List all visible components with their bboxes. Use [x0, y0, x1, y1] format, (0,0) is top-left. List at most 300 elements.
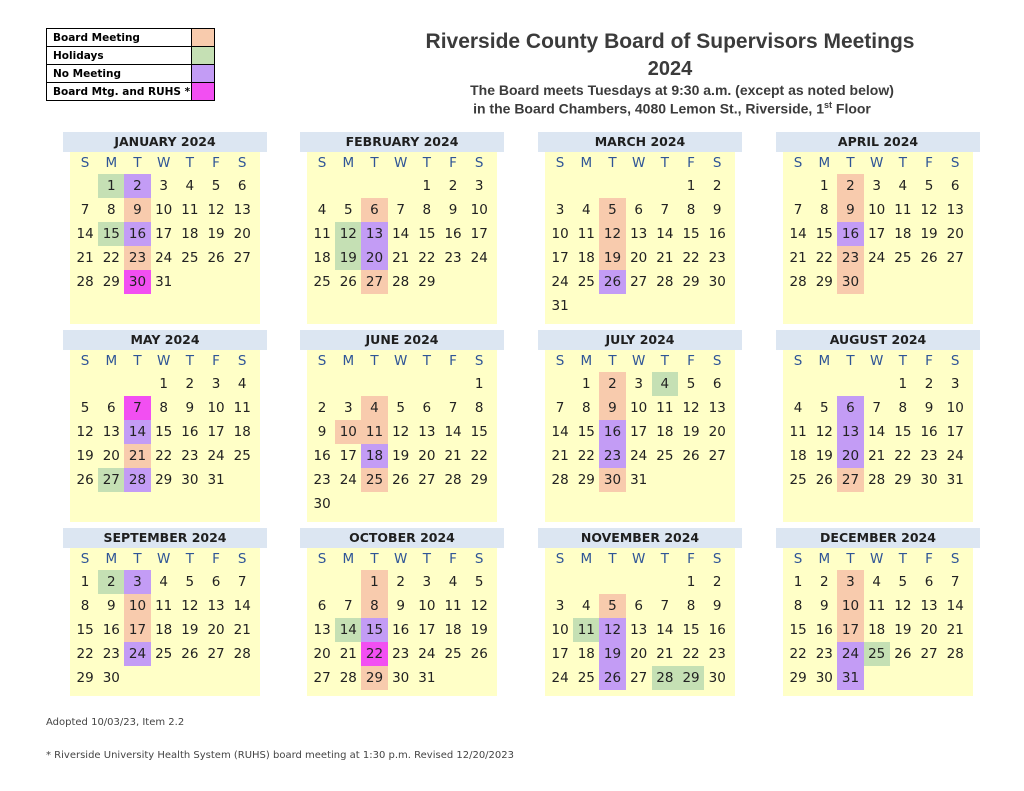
- day-cell: 8: [686, 202, 696, 218]
- day-cell: 20: [361, 246, 387, 270]
- day-cell: 6: [237, 178, 247, 194]
- month-title: NOVEMBER 2024: [538, 528, 742, 548]
- day-cell: 15: [789, 622, 807, 638]
- day-cell: 7: [872, 400, 881, 416]
- month-title: DECEMBER 2024: [776, 528, 980, 548]
- empty-cell: [837, 372, 863, 396]
- weekday-header: S: [950, 155, 960, 171]
- weekday-header: S: [317, 551, 327, 567]
- day-cell: 19: [470, 622, 488, 638]
- day-cell: 23: [815, 646, 833, 662]
- month-calendar: [63, 330, 267, 522]
- day-cell: 14: [868, 424, 886, 440]
- day-cell: 11: [894, 202, 912, 218]
- day-cell: 30: [920, 472, 938, 488]
- day-cell: 5: [343, 202, 353, 218]
- month-body: [545, 350, 735, 522]
- day-cell: 11: [313, 226, 331, 242]
- day-cell: 25: [894, 250, 912, 266]
- empty-cell: [440, 372, 466, 396]
- day-cell: 5: [819, 400, 829, 416]
- day-cell: 15: [470, 424, 488, 440]
- day-cell: 20: [207, 622, 225, 638]
- day-cell: 1: [793, 574, 803, 590]
- empty-cell: [785, 372, 811, 396]
- day-cell: 2: [98, 570, 124, 594]
- day-cell: 28: [76, 274, 94, 290]
- day-cell: 7: [124, 396, 150, 420]
- day-cell: 24: [470, 250, 488, 266]
- day-cell: 12: [815, 424, 833, 440]
- weekday-header: S: [80, 353, 90, 369]
- empty-cell: [599, 570, 625, 594]
- day-cell: 4: [581, 598, 591, 614]
- legend-row: [47, 65, 215, 83]
- day-cell: 12: [470, 598, 488, 614]
- day-cell: 1: [80, 574, 90, 590]
- month-title: JULY 2024: [538, 330, 742, 350]
- day-cell: 14: [789, 226, 807, 242]
- day-cell: 27: [946, 250, 964, 266]
- day-cell: 7: [343, 598, 353, 614]
- day-cell: 28: [392, 274, 410, 290]
- weekday-header: F: [212, 551, 220, 567]
- empty-cell: [335, 174, 361, 198]
- day-cell: 22: [102, 250, 120, 266]
- day-cell: 24: [155, 250, 173, 266]
- day-cell: 24: [868, 250, 886, 266]
- day-cell: 8: [793, 598, 803, 614]
- day-cell: 17: [630, 424, 648, 440]
- day-cell: 7: [448, 400, 458, 416]
- day-cell: 14: [335, 618, 361, 642]
- day-cell: 13: [837, 420, 863, 444]
- weekday-header: S: [237, 551, 247, 567]
- day-cell: 10: [155, 202, 173, 218]
- day-cell: 4: [652, 372, 678, 396]
- day-cell: 26: [339, 274, 357, 290]
- day-cell: 15: [418, 226, 436, 242]
- day-cell: 5: [898, 574, 908, 590]
- day-cell: 28: [789, 274, 807, 290]
- day-cell: 19: [207, 226, 225, 242]
- day-cell: 12: [207, 202, 225, 218]
- day-cell: 27: [418, 472, 436, 488]
- day-cell: 12: [76, 424, 94, 440]
- day-cell: 28: [444, 472, 462, 488]
- month-body: [307, 350, 497, 522]
- day-cell: 10: [551, 622, 569, 638]
- day-cell: 17: [946, 424, 964, 440]
- day-cell: 15: [361, 618, 387, 642]
- day-cell: 29: [815, 274, 833, 290]
- day-cell: 20: [233, 226, 251, 242]
- empty-cell: [599, 174, 625, 198]
- day-cell: 6: [422, 400, 432, 416]
- day-cell: 3: [950, 376, 960, 392]
- day-cell: 18: [233, 424, 251, 440]
- day-cell: 26: [599, 270, 625, 294]
- weekday-header: T: [660, 155, 669, 171]
- day-cell: 21: [124, 444, 150, 468]
- weekday-header: S: [474, 353, 484, 369]
- day-cell: 20: [418, 448, 436, 464]
- day-cell: 8: [686, 598, 696, 614]
- day-cell: 19: [599, 642, 625, 666]
- day-cell: 27: [207, 646, 225, 662]
- day-cell: 30: [181, 472, 199, 488]
- day-cell: 30: [124, 270, 150, 294]
- day-cell: 2: [124, 174, 150, 198]
- day-cell: 5: [924, 178, 934, 194]
- day-cell: 19: [599, 246, 625, 270]
- weekday-header: F: [687, 155, 695, 171]
- weekday-header: T: [608, 353, 617, 369]
- day-cell: 20: [920, 622, 938, 638]
- day-cell: 29: [678, 666, 704, 690]
- day-cell: 10: [868, 202, 886, 218]
- weekday-header: T: [133, 353, 142, 369]
- day-cell: 6: [106, 400, 116, 416]
- day-cell: 13: [102, 424, 120, 440]
- empty-cell: [573, 174, 599, 198]
- day-cell: 9: [712, 598, 722, 614]
- day-cell: 1: [581, 376, 591, 392]
- weekday-header: S: [950, 353, 960, 369]
- day-cell: 9: [124, 198, 150, 222]
- day-cell: 12: [392, 424, 410, 440]
- month-calendar: [300, 132, 504, 324]
- day-cell: 18: [789, 448, 807, 464]
- legend-label: Board Mtg. and RUHS *: [47, 83, 192, 101]
- legend-label: Board Meeting: [47, 29, 192, 47]
- day-cell: 4: [361, 396, 387, 420]
- day-cell: 16: [313, 448, 331, 464]
- weekday-header: T: [370, 551, 379, 567]
- day-cell: 12: [181, 598, 199, 614]
- day-cell: 2: [185, 376, 195, 392]
- day-cell: 14: [233, 598, 251, 614]
- weekday-header: S: [793, 551, 803, 567]
- day-cell: 24: [124, 642, 150, 666]
- day-cell: 22: [894, 448, 912, 464]
- day-cell: 14: [76, 226, 94, 242]
- day-cell: 23: [444, 250, 462, 266]
- day-grid: [70, 350, 260, 492]
- weekday-header: M: [580, 155, 593, 171]
- day-cell: 13: [630, 226, 648, 242]
- day-cell: 9: [837, 198, 863, 222]
- day-cell: 9: [448, 202, 458, 218]
- day-cell: 13: [207, 598, 225, 614]
- day-cell: 21: [656, 250, 674, 266]
- day-cell: 17: [470, 226, 488, 242]
- page-year: 2024: [647, 58, 693, 80]
- day-cell: 7: [660, 202, 670, 218]
- day-cell: 1: [474, 376, 484, 392]
- day-cell: 15: [894, 424, 912, 440]
- day-cell: 12: [599, 222, 625, 246]
- day-cell: 12: [894, 598, 912, 614]
- day-cell: 28: [233, 646, 251, 662]
- day-cell: 6: [837, 396, 863, 420]
- day-cell: 5: [599, 198, 625, 222]
- day-cell: 7: [396, 202, 405, 218]
- empty-cell: [361, 174, 387, 198]
- day-cell: 22: [76, 646, 94, 662]
- day-cell: 28: [868, 472, 886, 488]
- day-cell: 11: [573, 618, 599, 642]
- day-cell: 13: [361, 222, 387, 246]
- weekday-header: W: [393, 155, 408, 171]
- day-cell: 9: [599, 396, 625, 420]
- day-cell: 8: [159, 400, 168, 416]
- month-title: OCTOBER 2024: [300, 528, 504, 548]
- day-cell: 30: [102, 670, 120, 686]
- day-cell: 27: [630, 274, 648, 290]
- day-cell: 26: [470, 646, 488, 662]
- day-cell: 10: [470, 202, 488, 218]
- weekday-header: S: [474, 155, 484, 171]
- day-cell: 30: [815, 670, 833, 686]
- day-cell: 2: [712, 574, 722, 590]
- empty-cell: [309, 174, 335, 198]
- weekday-header: S: [712, 155, 722, 171]
- day-cell: 11: [868, 598, 886, 614]
- day-cell: 10: [630, 400, 648, 416]
- day-cell: 3: [124, 570, 150, 594]
- day-cell: 6: [361, 198, 387, 222]
- legend-label: No Meeting: [47, 65, 192, 83]
- day-cell: 4: [581, 202, 591, 218]
- day-cell: 2: [317, 400, 327, 416]
- page-title: Riverside County Board of Supervisors Meetings: [425, 30, 915, 53]
- day-cell: 1: [159, 376, 168, 392]
- weekday-header: T: [185, 353, 194, 369]
- day-cell: 22: [682, 250, 700, 266]
- weekday-header: T: [370, 155, 379, 171]
- day-cell: 5: [185, 574, 195, 590]
- day-cell: 26: [181, 646, 199, 662]
- weekday-header: F: [212, 353, 220, 369]
- day-cell: 18: [181, 226, 199, 242]
- day-cell: 28: [551, 472, 569, 488]
- day-cell: 8: [80, 598, 90, 614]
- weekday-header: T: [898, 353, 907, 369]
- day-cell: 18: [577, 646, 595, 662]
- day-cell: 29: [102, 274, 120, 290]
- day-cell: 16: [920, 424, 938, 440]
- empty-cell: [547, 174, 573, 198]
- day-cell: 23: [708, 250, 726, 266]
- day-cell: 11: [656, 400, 674, 416]
- day-cell: 1: [898, 376, 908, 392]
- location-floor: Floor: [832, 100, 871, 117]
- day-cell: 1: [819, 178, 829, 194]
- day-cell: 17: [207, 424, 225, 440]
- day-cell: 3: [343, 400, 353, 416]
- day-cell: 30: [392, 670, 410, 686]
- day-cell: 1: [422, 178, 432, 194]
- day-cell: 6: [634, 202, 643, 218]
- weekday-header: W: [631, 353, 646, 369]
- month-calendar: [300, 330, 504, 522]
- day-cell: 25: [577, 670, 595, 686]
- day-cell: 25: [181, 250, 199, 266]
- day-cell: 23: [102, 646, 120, 662]
- day-cell: 4: [237, 376, 247, 392]
- day-cell: 28: [339, 670, 357, 686]
- weekday-header: M: [342, 155, 355, 171]
- day-cell: 20: [630, 646, 648, 662]
- day-cell: 8: [474, 400, 484, 416]
- empty-cell: [626, 174, 652, 198]
- month-body: [545, 152, 735, 324]
- day-cell: 24: [630, 448, 648, 464]
- weekday-header: W: [869, 155, 884, 171]
- weekday-header: M: [818, 551, 831, 567]
- day-cell: 19: [181, 622, 199, 638]
- day-cell: 4: [448, 574, 458, 590]
- day-cell: 6: [634, 598, 643, 614]
- day-cell: 29: [155, 472, 173, 488]
- month-title: AUGUST 2024: [776, 330, 980, 350]
- day-cell: 10: [335, 420, 361, 444]
- day-grid: [70, 152, 260, 294]
- day-cell: 7: [660, 598, 670, 614]
- day-cell: 24: [837, 642, 863, 666]
- day-cell: 21: [339, 646, 357, 662]
- day-cell: 17: [551, 646, 569, 662]
- day-cell: 14: [444, 424, 462, 440]
- location-text: in the Board Chambers, 4080 Lemon St., Riverside, 1: [473, 100, 824, 117]
- month-calendar: [776, 528, 980, 696]
- weekday-header: S: [80, 155, 90, 171]
- day-cell: 15: [155, 424, 173, 440]
- day-cell: 9: [396, 598, 405, 614]
- day-cell: 14: [946, 598, 964, 614]
- adopted-note: Adopted 10/03/23, Item 2.2: [46, 717, 185, 728]
- weekday-header: F: [687, 551, 695, 567]
- weekday-header: T: [422, 155, 431, 171]
- day-cell: 30: [708, 670, 726, 686]
- empty-cell: [414, 372, 440, 396]
- day-cell: 12: [599, 618, 625, 642]
- day-cell: 15: [682, 226, 700, 242]
- day-cell: 23: [392, 646, 410, 662]
- day-cell: 19: [815, 448, 833, 464]
- day-cell: 22: [682, 646, 700, 662]
- day-cell: 18: [894, 226, 912, 242]
- day-cell: 20: [946, 226, 964, 242]
- day-cell: 17: [837, 618, 863, 642]
- day-cell: 3: [555, 598, 565, 614]
- day-cell: 9: [819, 598, 829, 614]
- day-cell: 15: [815, 226, 833, 242]
- day-cell: 8: [819, 202, 829, 218]
- day-cell: 12: [335, 222, 361, 246]
- day-cell: 20: [630, 250, 648, 266]
- day-cell: 4: [185, 178, 195, 194]
- weekday-header: W: [393, 551, 408, 567]
- day-cell: 28: [652, 666, 678, 690]
- schedule-note: The Board meets Tuesdays at 9:30 a.m. (except as noted below): [470, 82, 894, 98]
- day-cell: 14: [551, 424, 569, 440]
- day-cell: 31: [207, 472, 225, 488]
- day-cell: 29: [577, 472, 595, 488]
- day-cell: 9: [924, 400, 934, 416]
- weekday-header: F: [449, 353, 457, 369]
- day-cell: 25: [313, 274, 331, 290]
- day-cell: 28: [124, 468, 150, 492]
- day-cell: 13: [708, 400, 726, 416]
- day-cell: 2: [819, 574, 829, 590]
- day-cell: 1: [686, 178, 696, 194]
- weekday-header: T: [660, 353, 669, 369]
- weekday-header: S: [555, 353, 565, 369]
- legend-row: [47, 47, 215, 65]
- empty-cell: [652, 570, 678, 594]
- day-cell: 10: [946, 400, 964, 416]
- weekday-header: W: [631, 551, 646, 567]
- day-cell: 26: [207, 250, 225, 266]
- empty-cell: [811, 372, 837, 396]
- weekday-header: M: [818, 353, 831, 369]
- day-cell: 17: [418, 622, 436, 638]
- day-grid: [307, 152, 497, 294]
- weekday-header: M: [105, 551, 118, 567]
- weekday-header: T: [370, 353, 379, 369]
- day-cell: 6: [211, 574, 221, 590]
- day-cell: 31: [418, 670, 436, 686]
- day-cell: 1: [686, 574, 696, 590]
- weekday-header: F: [687, 353, 695, 369]
- month-title: JUNE 2024: [300, 330, 504, 350]
- day-cell: 12: [682, 400, 700, 416]
- empty-cell: [864, 372, 890, 396]
- weekday-header: T: [608, 551, 617, 567]
- day-cell: 5: [80, 400, 90, 416]
- day-cell: 31: [837, 666, 863, 690]
- day-cell: 4: [898, 178, 908, 194]
- weekday-header: W: [156, 155, 171, 171]
- day-cell: 3: [837, 570, 863, 594]
- legend-swatch: [192, 65, 215, 83]
- weekday-header: S: [80, 551, 90, 567]
- day-cell: 9: [317, 424, 327, 440]
- day-cell: 17: [551, 250, 569, 266]
- empty-cell: [98, 372, 124, 396]
- day-cell: 14: [656, 622, 674, 638]
- day-cell: 19: [392, 448, 410, 464]
- day-cell: 6: [317, 598, 327, 614]
- month-calendar: [300, 528, 504, 696]
- day-cell: 11: [577, 226, 595, 242]
- day-grid: [545, 548, 735, 690]
- weekday-header: T: [185, 155, 194, 171]
- month-body: [783, 350, 973, 522]
- empty-cell: [335, 372, 361, 396]
- day-cell: 10: [551, 226, 569, 242]
- day-cell: 12: [920, 202, 938, 218]
- day-cell: 21: [789, 250, 807, 266]
- month-body: [70, 548, 260, 696]
- day-cell: 16: [124, 222, 150, 246]
- day-cell: 29: [361, 666, 387, 690]
- legend-swatch: [192, 83, 215, 101]
- day-cell: 16: [102, 622, 120, 638]
- month-calendar: [538, 528, 742, 696]
